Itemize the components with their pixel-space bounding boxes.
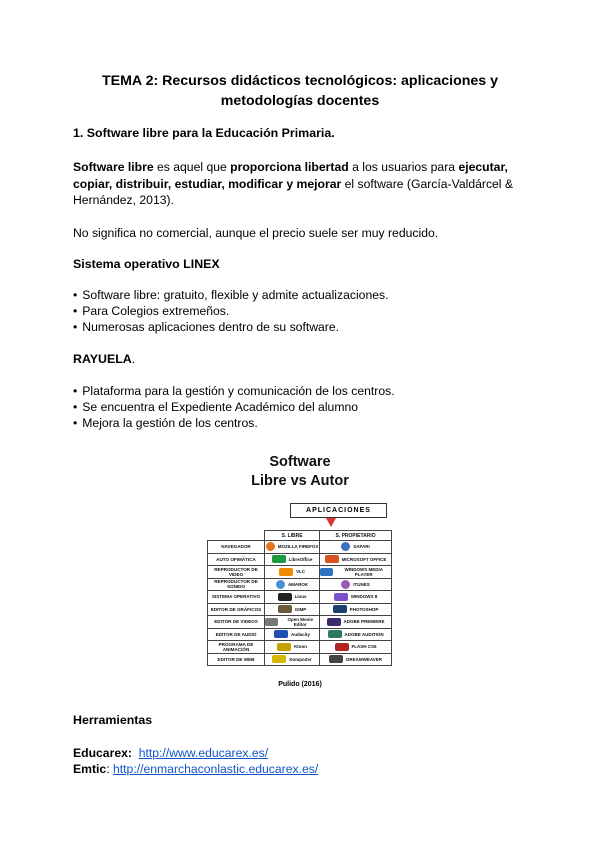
def-text-2: a los usuarios para <box>348 160 459 174</box>
propietario-app-cell <box>320 591 392 604</box>
emtic-label: Emtic <box>73 762 107 776</box>
app-name: AMAROK <box>287 581 309 587</box>
app-logo-icon <box>279 568 293 576</box>
table-row <box>208 628 392 641</box>
table-row <box>208 578 392 591</box>
app-logo-icon <box>277 643 291 651</box>
comparison-table <box>207 530 392 666</box>
app-name: WINDOWS 8 <box>350 594 378 600</box>
rayuela-heading-dot: . <box>131 352 136 366</box>
category-cell: REPRODUCTOR DE SONIDO <box>208 578 265 591</box>
educarex-line <box>73 745 528 762</box>
category-cell: EDITOR DE GRÁFICOS <box>208 603 265 616</box>
libre-app-cell <box>265 566 320 579</box>
definition-paragraph <box>73 159 528 209</box>
app-name: KompoZer <box>289 656 312 662</box>
category-cell: NAVEGADOR <box>208 541 265 554</box>
list-item: • Se encuentra el Expediente Académico del alumno <box>73 400 395 416</box>
def-emphasis-1: proporciona libertad <box>230 160 349 174</box>
app-name: GIMP <box>294 606 307 612</box>
app-logo-icon <box>266 542 275 551</box>
emtic-link[interactable]: http://enmarchaconlastic.educarex.es/ <box>112 762 319 776</box>
table-row <box>208 616 392 629</box>
def-text-1: es aquel que <box>153 160 231 174</box>
app-logo-icon <box>341 580 350 589</box>
libre-app-cell <box>265 578 320 591</box>
libre-app-cell <box>265 541 320 554</box>
list-item: • Software libre: gratuito, flexible y admite actualizaciones. <box>73 288 388 304</box>
app-name: Audacity <box>291 631 311 637</box>
app-name: MICROSOFT OFFICE <box>341 556 387 562</box>
libre-app-cell <box>265 591 320 604</box>
propietario-app-cell <box>320 578 392 591</box>
libre-app-cell <box>265 553 320 566</box>
libre-app-cell <box>265 628 320 641</box>
column-header-propietario: S. PROPIETARIO <box>320 531 392 541</box>
linex-list <box>73 288 388 335</box>
note-paragraph: No significa no comercial, aunque el precio suele ser muy reducido. <box>73 226 439 240</box>
table-row <box>208 641 392 654</box>
category-cell: EDITOR DE VIDEOS <box>208 616 265 629</box>
category-cell: EDITOR DE WEB <box>208 653 265 666</box>
app-logo-icon <box>278 593 292 601</box>
propietario-app-cell <box>320 628 392 641</box>
table-header-row <box>208 531 392 541</box>
applications-banner: APLICACIONES <box>290 503 387 518</box>
title-line-2: metodologías docentes <box>220 92 380 109</box>
app-logo-icon <box>334 593 348 601</box>
figure-title-1: Software <box>269 454 331 470</box>
table-row <box>208 591 392 604</box>
def-term: Software libre <box>73 160 154 174</box>
app-logo-icon <box>341 542 350 551</box>
app-name: PHOTOSHOP <box>349 606 379 612</box>
educarex-label: Educarex: <box>73 746 132 760</box>
figure-caption: Pulido (2016) <box>278 681 322 688</box>
app-name: WINDOWS MEDIA PLAYER <box>344 566 383 577</box>
table-row <box>208 553 392 566</box>
def-text-3: el software (García-Valdárcel & Hernández, 2013). <box>73 176 514 207</box>
app-name: DREAMWEAVER <box>346 656 383 662</box>
app-logo-icon <box>335 643 349 651</box>
list-item: • Numerosas aplicaciones dentro de su software. <box>73 320 388 336</box>
list-item: • Para Colegios extremeños. <box>73 304 388 320</box>
libre-app-cell <box>265 653 320 666</box>
list-item: • Mejora la gestión de los centros. <box>73 416 395 432</box>
libre-app-cell <box>265 603 320 616</box>
app-logo-icon <box>278 605 292 613</box>
tools-heading: Herramientas <box>73 713 153 727</box>
libre-app-cell <box>265 616 320 629</box>
table-row <box>208 653 392 666</box>
propietario-app-cell <box>320 541 392 554</box>
propietario-app-cell <box>320 553 392 566</box>
def-emphasis-2: ejecutar, copiar, distribuir, estudiar, modificar y mejorar <box>73 160 508 191</box>
arrow-down-icon <box>326 518 336 527</box>
section-heading-software-libre: 1. Software libre para la Educación Primaria. <box>73 126 335 140</box>
app-logo-icon <box>276 580 285 589</box>
rayuela-heading <box>73 352 135 366</box>
linex-heading: Sistema operativo LINEX <box>73 257 220 271</box>
app-name: Open Movie Editor <box>287 616 313 627</box>
category-cell: EDITOR DE AUDIO <box>208 628 265 641</box>
educarex-link[interactable]: http://www.educarex.es/ <box>138 746 269 760</box>
column-header-libre: S. LIBRE <box>265 531 320 541</box>
rayuela-list <box>73 384 395 431</box>
app-logo-icon <box>320 568 333 576</box>
app-name: FLASH CS6 <box>351 644 377 650</box>
category-cell: PROGRAMA DE ANIMACIÓN <box>208 641 265 654</box>
propietario-app-cell <box>320 566 392 579</box>
figure-title-2: Libre vs Autor <box>251 473 349 489</box>
app-logo-icon <box>274 630 288 638</box>
propietario-app-cell <box>320 641 392 654</box>
app-name: LibreOffice <box>288 556 313 562</box>
app-logo-icon <box>329 655 343 663</box>
category-cell: REPRODUCTOR DE VIDEO <box>208 566 265 579</box>
title-line-1: TEMA 2: Recursos didácticos tecnológicos: aplicaciones y <box>101 73 499 89</box>
table-row <box>208 566 392 579</box>
propietario-app-cell <box>320 603 392 616</box>
app-name: SAFARI <box>353 544 370 550</box>
app-name: ADOBE AUDITION <box>344 631 384 637</box>
table-row <box>208 603 392 616</box>
list-item: • Plataforma para la gestión y comunicación de los centros. <box>73 384 395 400</box>
app-logo-icon <box>333 605 347 613</box>
app-name: MOZILLA FIREFOX <box>277 544 319 550</box>
app-logo-icon <box>272 655 286 663</box>
propietario-app-cell <box>320 616 392 629</box>
app-logo-icon <box>327 618 341 626</box>
app-logo-icon <box>272 555 286 563</box>
app-logo-icon <box>265 618 278 626</box>
category-cell: AUTO OFIMÁTICA <box>208 553 265 566</box>
app-logo-icon <box>328 630 342 638</box>
propietario-app-cell <box>320 653 392 666</box>
app-name: ITUNES <box>353 581 370 587</box>
emtic-separator: : <box>106 762 113 776</box>
rayuela-heading-text: RAYUELA <box>73 352 132 366</box>
app-name: ADOBE PREMIERE <box>343 619 385 625</box>
table-row <box>208 541 392 554</box>
libre-app-cell <box>265 641 320 654</box>
app-name: Ktoon <box>294 644 308 650</box>
app-name: Linux <box>294 594 307 600</box>
page-title <box>60 72 540 111</box>
category-cell: SISTEMA OPERATIVO <box>208 591 265 604</box>
app-logo-icon <box>325 555 339 563</box>
emtic-line <box>73 761 528 778</box>
app-name: VLC <box>296 569 306 575</box>
